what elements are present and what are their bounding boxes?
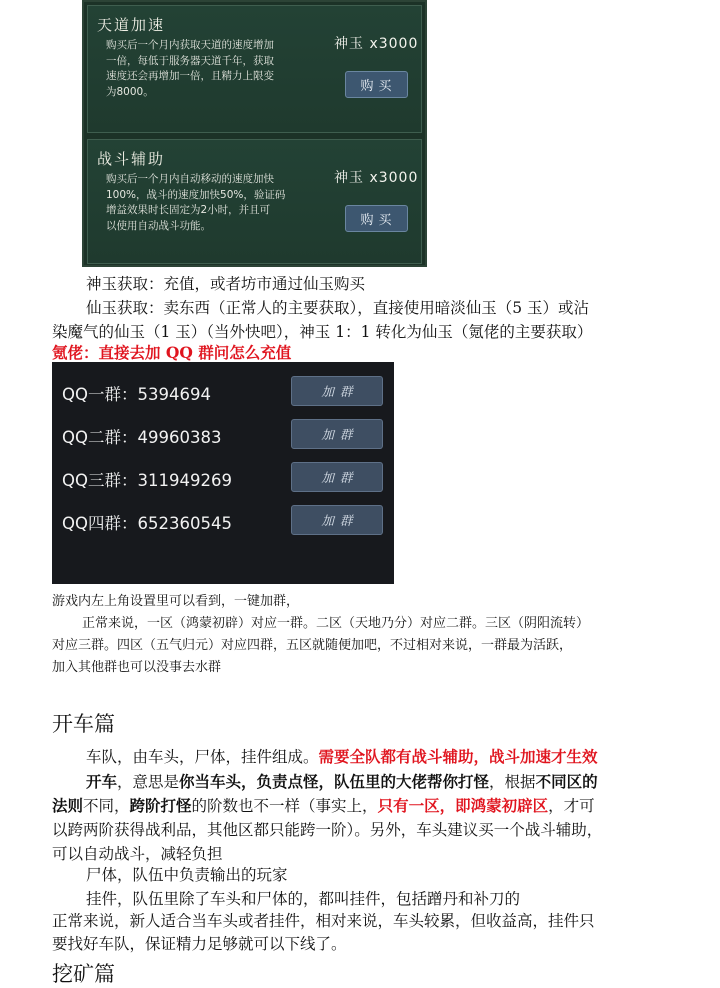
text-run: ，才可 — [548, 797, 595, 815]
text-run: 车队，由车头，尸体，挂件组成。 — [86, 748, 319, 766]
bold-text: 法则 — [52, 796, 84, 815]
shop-item-tiandao-speedup — [87, 5, 422, 133]
qq-group-row — [62, 419, 387, 451]
desc-line: 一倍，每低于服务器天道千年，获取 — [106, 54, 274, 67]
desc-line: 增益效果时长固定为2小时，并且可 — [106, 204, 271, 216]
join-group-button[interactable]: 加群 — [291, 505, 383, 535]
red-text: 只有一区，即鸿蒙初辟区 — [377, 796, 549, 815]
qq-group-row — [62, 505, 387, 537]
text-line — [86, 745, 598, 767]
item-description — [106, 38, 321, 100]
bold-text: 跨阶打怪 — [129, 796, 192, 815]
text-run: ，意思是 — [117, 773, 180, 791]
text-line: 正常来说，新人适合当车头或者挂件，相对来说，车头较累，但收益高，挂件只 — [52, 912, 595, 930]
desc-line: 以使用自动战斗功能。 — [106, 219, 211, 232]
section-heading: 开车篇 — [52, 712, 115, 736]
item-title: 战斗辅助 — [97, 150, 166, 168]
desc-line: 购买后一个月内获取天道的速度增加 — [106, 39, 274, 51]
desc-line: 购买后一个月内自动移动的速度加快 — [106, 173, 274, 185]
shop-item-battle-assist — [87, 139, 422, 264]
text-run: 的阶数也不一样（事实上， — [191, 797, 378, 815]
desc-line: 为8000。 — [106, 85, 154, 98]
red-text: 需要全队都有战斗辅助，战斗加速才生效 — [318, 747, 598, 766]
bold-text: 开车 — [86, 772, 118, 791]
bold-text: 你当车头，负责点怪，队伍里的大佬帮你打怪 — [179, 772, 490, 791]
text-line: 要找好车队，保证精力足够就可以下线了。 — [52, 935, 347, 953]
qq-group-row — [62, 376, 387, 408]
join-group-button[interactable]: 加群 — [291, 419, 383, 449]
text-line: 可以自动战斗，减轻负担 — [52, 845, 223, 863]
item-description — [106, 172, 321, 234]
text-line: 正常来说，一区（鸿蒙初辟）对应一群。二区（天地乃分）对应二群。三区（阴阳流转） — [82, 616, 590, 631]
join-group-button[interactable]: 加群 — [291, 376, 383, 406]
text-line — [86, 770, 598, 792]
qq-group-label: QQ一群：5394694 — [62, 385, 211, 404]
text-line: 仙玉获取：卖东西（正常人的主要获取），直接使用暗淡仙玉（5 玉）或沾 — [86, 299, 590, 317]
shop-panel — [82, 0, 427, 267]
text-line: 加入其他群也可以没事去水群 — [52, 660, 222, 675]
item-price: 神玉 x3000 — [334, 170, 419, 186]
qq-group-label: QQ二群：49960383 — [62, 428, 222, 447]
buy-button[interactable]: 购买 — [345, 71, 408, 98]
desc-line: 100%，战斗的速度加快50%，验证码 — [106, 188, 286, 201]
join-group-button[interactable]: 加群 — [291, 462, 383, 492]
text-line: 染魔气的仙玉（1 玉）（当外快吧），神玉 1：1 转化为仙玉（氪佬的主要获取） — [52, 323, 593, 341]
red-note: 氪佬：直接去加 QQ 群问怎么充值 — [52, 343, 292, 362]
text-line: 以跨两阶获得战利品，其他区都只能跨一阶）。另外，车头建议买一个战斗辅助， — [52, 821, 603, 839]
desc-line: 速度还会再增加一倍，且精力上限变 — [106, 70, 274, 82]
text-line: 尸体，队伍中负责输出的玩家 — [86, 866, 288, 884]
bold-text: 不同区的 — [535, 772, 598, 791]
qq-groups-panel — [52, 362, 394, 584]
text-line: 神玉获取：充值，或者坊市通过仙玉购买 — [86, 275, 366, 293]
text-line: 游戏内左上角设置里可以看到，一键加群， — [52, 594, 300, 609]
item-price: 神玉 x3000 — [334, 36, 419, 52]
text-run: 不同， — [83, 797, 130, 815]
qq-group-row — [62, 462, 387, 494]
buy-button[interactable]: 购买 — [345, 205, 408, 232]
section-heading: 挖矿篇 — [52, 962, 115, 986]
text-line: 对应三群。四区（五气归元）对应四群，五区就随便加吧，不过相对来说，一群最为活跃， — [52, 638, 573, 653]
text-run: ，根据 — [489, 773, 536, 791]
text-line: 挂件，队伍里除了车头和尸体的，都叫挂件，包括蹭丹和补刀的 — [86, 890, 521, 908]
qq-group-label: QQ三群：311949269 — [62, 471, 232, 490]
item-title: 天道加速 — [97, 16, 166, 34]
text-line — [52, 794, 595, 816]
qq-group-label: QQ四群：652360545 — [62, 514, 232, 533]
